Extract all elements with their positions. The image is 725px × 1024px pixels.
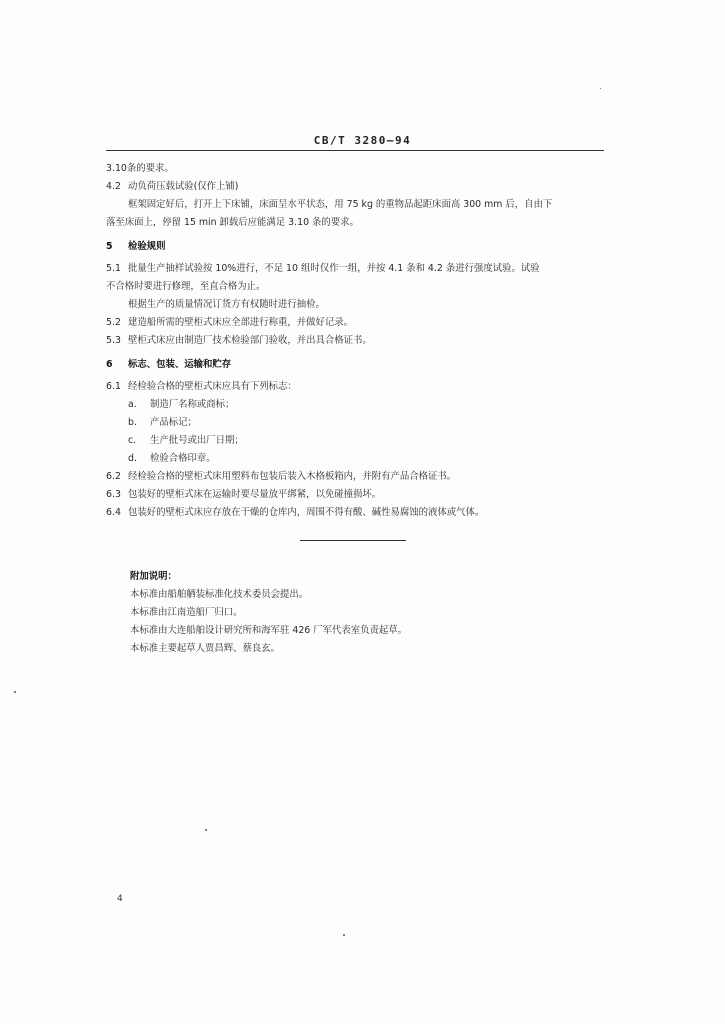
list-item — [106, 450, 606, 468]
clause-5-3 — [106, 332, 606, 350]
section-5-heading — [106, 238, 606, 256]
clause-text: 包装好的壁柜式床在运输时要尽量放平绑紧，以免碰撞损坏。 — [128, 489, 382, 500]
list-item-letter: b. — [128, 417, 137, 428]
document-body — [106, 160, 606, 522]
clause-number: 5.2 — [106, 317, 121, 328]
clause-number: 5.1 — [106, 263, 121, 274]
clause-text: 经检验合格的壁柜式床用塑料布包装后装入木格板箱内，并附有产品合格证书。 — [128, 471, 457, 482]
notes-line: 本标准由船舶舾装标准化技术委员会提出。 — [130, 589, 309, 600]
clause-text: 建造船所需的壁柜式床应全部进行称重，并做好记录。 — [128, 317, 354, 328]
clause-4-2-text-line-2: 落至床面上，停留 15 min 卸载后应能满足 3.10 条的要求。 — [106, 217, 359, 228]
clause-6-1 — [106, 378, 606, 396]
clause-5-1-line-1 — [106, 260, 606, 278]
clause-number: 6.1 — [106, 381, 121, 392]
section-title: 标志、包装、运输和贮存 — [128, 359, 232, 370]
scan-speck — [205, 829, 207, 831]
list-item-text: 制造厂名称或商标； — [150, 399, 235, 410]
notes-line: 本标准由大连船舶设计研究所和海军驻 426 厂军代表室负责起草。 — [130, 625, 407, 636]
list-item-text: 产品标记； — [150, 417, 197, 428]
section-number: 5 — [106, 241, 113, 252]
end-of-text-rule — [300, 540, 406, 541]
clause-number: 5.3 — [106, 335, 121, 346]
scan-speck — [600, 88, 601, 89]
list-item-text: 检验合格印章。 — [150, 453, 216, 464]
continuation-line: 3.10条的要求。 — [106, 163, 174, 174]
clause-text: 包装好的壁柜式床应存放在干燥的仓库内，周围不得有酸、碱性易腐蚀的液体或气体。 — [128, 507, 485, 518]
clause-text: 壁柜式床应由制造厂技术检验部门验收，并出具合格证书。 — [128, 335, 372, 346]
notes-line: 本标准由江南造船厂归口。 — [130, 607, 243, 618]
clause-number: 6.4 — [106, 507, 121, 518]
notes-title: 附加说明： — [130, 571, 177, 582]
clause-5-2 — [106, 314, 606, 332]
list-item — [106, 432, 606, 450]
standard-code-header: CB/T 3280—94 — [313, 134, 412, 147]
clause-number: 6.2 — [106, 471, 121, 482]
header-rule — [106, 150, 604, 151]
scan-speck — [343, 934, 345, 936]
list-item-letter: c. — [128, 435, 137, 446]
clause-text: 经检验合格的壁柜式床应具有下列标志： — [128, 381, 297, 392]
clause-6-4 — [106, 504, 606, 522]
clause-4-2-text-line-1: 框架固定好后，打开上下床铺，床面呈水平状态，用 75 kg 的重物品起距床面高 300 mm 后，自由下 — [128, 199, 553, 210]
clause-number: 4.2 — [106, 181, 121, 192]
clause-6-2 — [106, 468, 606, 486]
list-item — [106, 414, 606, 432]
clause-5-1-line-2: 不合格时要进行修理，至直合格为止。 — [106, 281, 266, 292]
notes-line: 本标准主要起草人贾昌辉、蔡良玄。 — [130, 643, 281, 654]
clause-title: 动负荷压载试验(仅作上铺) — [128, 181, 239, 192]
clause-6-3 — [106, 486, 606, 504]
clause-4-2-title — [106, 178, 606, 196]
clause-number: 6.3 — [106, 489, 121, 500]
list-item-text: 生产批号或出厂日期； — [150, 435, 244, 446]
section-number: 6 — [106, 359, 113, 370]
section-6-heading — [106, 356, 606, 374]
section-title: 检验规则 — [128, 241, 166, 252]
list-item — [106, 396, 606, 414]
scan-speck — [14, 691, 16, 693]
clause-text: 批量生产抽样试验按 10%进行，不足 10 组时仅作一组，并按 4.1 条和 4.2 条进行强度试验。试验 — [128, 263, 540, 274]
page-number: 4 — [117, 894, 123, 904]
list-item-letter: a. — [128, 399, 137, 410]
clause-5-1-line-3: 根据生产的质量情况订货方有权随时进行抽检。 — [128, 299, 325, 310]
additional-notes — [130, 568, 570, 658]
list-item-letter: d. — [128, 453, 137, 464]
